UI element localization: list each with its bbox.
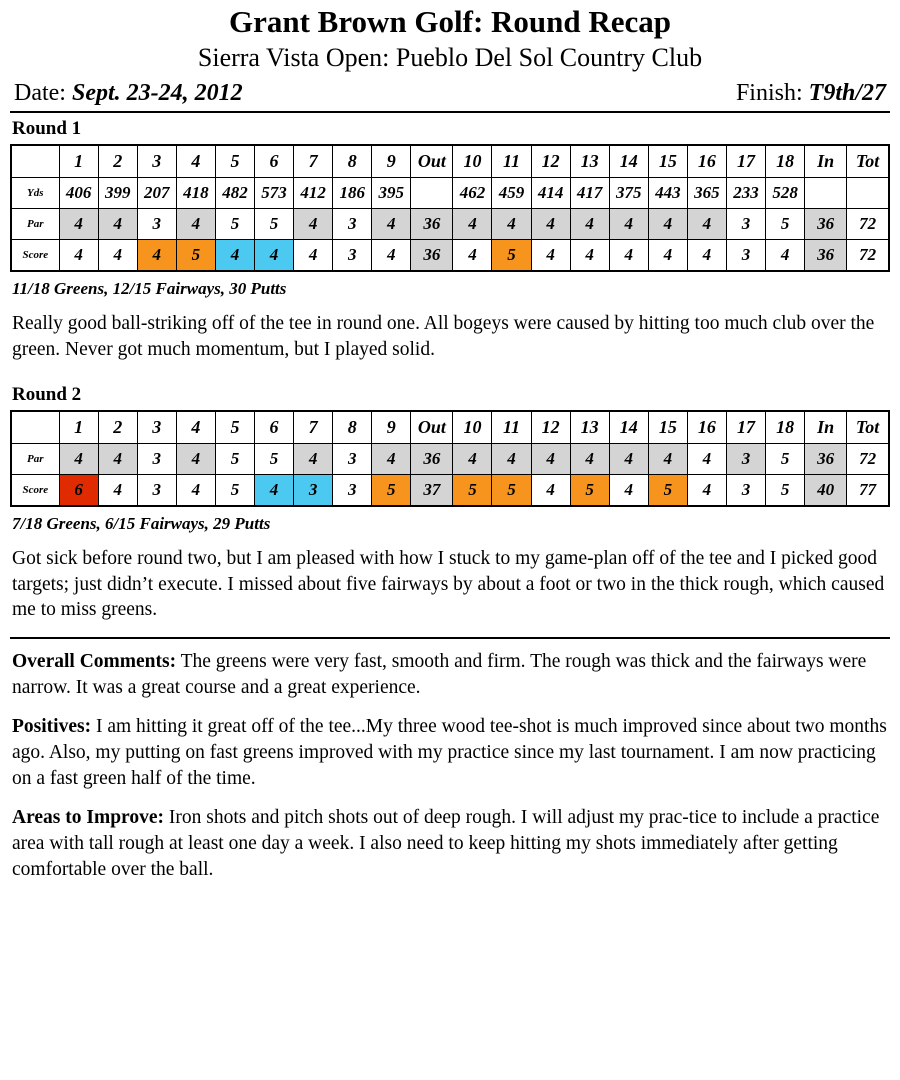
yds-cell: 417 xyxy=(570,178,609,209)
comment-heading: Areas to Improve: xyxy=(12,806,165,828)
score-cell: 4 xyxy=(255,474,294,506)
par-cell: 4 xyxy=(453,443,492,474)
par-cell: 72 xyxy=(847,209,889,240)
par-cell: 4 xyxy=(98,443,137,474)
par-cell: 4 xyxy=(648,443,687,474)
score-cell: 4 xyxy=(687,240,726,272)
par-cell: 4 xyxy=(531,443,570,474)
row-label-score: Score xyxy=(11,240,59,272)
hole-number-header: 8 xyxy=(333,145,372,178)
score-cell: 4 xyxy=(294,240,333,272)
scorecard-row-par xyxy=(11,443,889,474)
score-cell: 37 xyxy=(411,474,453,506)
row-label-par: Par xyxy=(11,209,59,240)
hole-number-header: 18 xyxy=(766,145,805,178)
yds-cell: 482 xyxy=(215,178,254,209)
scorecard-header-row xyxy=(11,411,889,444)
header-divider xyxy=(10,111,890,113)
par-cell: 4 xyxy=(609,443,648,474)
yds-cell xyxy=(805,178,847,209)
hole-number-header: 7 xyxy=(294,411,333,444)
hole-number-header: 16 xyxy=(687,145,726,178)
comment-text: The greens were very fast, smooth and firm. The rough was thick and the fairways were narrow. It was a great course and a great experience. xyxy=(12,651,867,699)
yds-cell: 462 xyxy=(453,178,492,209)
hole-number-header: 16 xyxy=(687,411,726,444)
hole-number-header: 2 xyxy=(98,411,137,444)
par-cell: 4 xyxy=(648,209,687,240)
score-cell: 4 xyxy=(255,240,294,272)
hole-number-header: 8 xyxy=(333,411,372,444)
date-label: Date: xyxy=(14,80,66,107)
yds-cell xyxy=(411,178,453,209)
score-cell: 5 xyxy=(492,474,531,506)
score-cell: 4 xyxy=(766,240,805,272)
score-cell: 3 xyxy=(726,474,765,506)
score-cell: 77 xyxy=(847,474,889,506)
hole-number-header: 11 xyxy=(492,411,531,444)
score-cell: 3 xyxy=(726,240,765,272)
hole-number-header: 14 xyxy=(609,145,648,178)
scorecard-corner-cell xyxy=(11,411,59,444)
par-cell: 5 xyxy=(215,209,254,240)
comments-section xyxy=(10,649,890,882)
yds-cell: 365 xyxy=(687,178,726,209)
score-cell: 72 xyxy=(847,240,889,272)
hole-number-header: 17 xyxy=(726,411,765,444)
hole-number-header: Out xyxy=(411,145,453,178)
yds-cell: 207 xyxy=(137,178,176,209)
par-cell: 4 xyxy=(609,209,648,240)
score-cell: 4 xyxy=(648,240,687,272)
hole-number-header: 2 xyxy=(98,145,137,178)
par-cell: 4 xyxy=(531,209,570,240)
meta-row xyxy=(10,80,890,107)
par-cell: 5 xyxy=(215,443,254,474)
row-label-score: Score xyxy=(11,474,59,506)
comment-heading: Overall Comments: xyxy=(12,651,177,673)
date-value: Sept. 23-24, 2012 xyxy=(71,80,243,107)
yds-cell: 443 xyxy=(648,178,687,209)
par-cell: 5 xyxy=(255,209,294,240)
yds-cell: 375 xyxy=(609,178,648,209)
par-cell: 72 xyxy=(847,443,889,474)
par-cell: 3 xyxy=(726,443,765,474)
comment-text: I am hitting it great off of the tee...My three wood tee-shot is much improved since about two months ago. Also, my putting on fast greens improved with my practice since my last tournament. I am now practicing on a fast green half of the time. xyxy=(12,715,887,789)
par-cell: 36 xyxy=(805,443,847,474)
comment-text: Iron shots and pitch shots out of deep rough. I will adjust my prac-tice to include a practice area with tall rough at least one day a week. I also need to keep hitting my shots immediately after getting comfortable over the ball. xyxy=(12,806,880,880)
round1-comment: Really good ball-striking off of the tee in round one. All bogeys were caused by hitting too much club over the green. Never got much momentum, but I played solid. xyxy=(12,313,875,361)
hole-number-header: 18 xyxy=(766,411,805,444)
yds-cell: 528 xyxy=(766,178,805,209)
round1-stats: 11/18 Greens, 12/15 Fairways, 30 Putts xyxy=(12,279,287,299)
score-cell: 4 xyxy=(687,474,726,506)
par-cell: 4 xyxy=(687,209,726,240)
hole-number-header: 6 xyxy=(255,411,294,444)
hole-number-header: In xyxy=(805,411,847,444)
hole-number-header: 7 xyxy=(294,145,333,178)
yds-cell xyxy=(847,178,889,209)
hole-number-header: 6 xyxy=(255,145,294,178)
score-cell: 4 xyxy=(137,240,176,272)
par-cell: 5 xyxy=(766,209,805,240)
par-cell: 3 xyxy=(333,443,372,474)
row-label-yds: Yds xyxy=(11,178,59,209)
hole-number-header: 14 xyxy=(609,411,648,444)
score-cell: 5 xyxy=(453,474,492,506)
score-cell: 5 xyxy=(492,240,531,272)
round2-stats: 7/18 Greens, 6/15 Fairways, 29 Putts xyxy=(12,513,271,533)
par-cell: 4 xyxy=(687,443,726,474)
score-cell: 40 xyxy=(805,474,847,506)
yds-cell: 418 xyxy=(176,178,215,209)
par-cell: 36 xyxy=(805,209,847,240)
scorecard-row-yds xyxy=(11,178,889,209)
row-label-par: Par xyxy=(11,443,59,474)
hole-number-header: 12 xyxy=(531,145,570,178)
hole-number-header: 1 xyxy=(59,145,98,178)
scorecard-row-score xyxy=(11,474,889,506)
score-cell: 4 xyxy=(98,474,137,506)
finish-block xyxy=(736,80,886,107)
par-cell: 4 xyxy=(294,209,333,240)
scorecard-row-par xyxy=(11,209,889,240)
round2-scorecard xyxy=(10,410,890,507)
hole-number-header: 15 xyxy=(648,411,687,444)
par-cell: 4 xyxy=(492,443,531,474)
page-title: Grant Brown Golf: Round Recap xyxy=(228,4,672,39)
par-cell: 4 xyxy=(492,209,531,240)
scorecard-row-score xyxy=(11,240,889,272)
yds-cell: 573 xyxy=(255,178,294,209)
hole-number-header: 4 xyxy=(176,145,215,178)
finish-value: T9th/27 xyxy=(808,80,886,107)
score-cell: 5 xyxy=(176,240,215,272)
score-cell: 4 xyxy=(176,474,215,506)
par-cell: 4 xyxy=(372,209,411,240)
par-cell: 4 xyxy=(176,209,215,240)
hole-number-header: 15 xyxy=(648,145,687,178)
hole-number-header: 3 xyxy=(137,411,176,444)
score-cell: 4 xyxy=(372,240,411,272)
yds-cell: 233 xyxy=(726,178,765,209)
par-cell: 4 xyxy=(570,209,609,240)
yds-cell: 414 xyxy=(531,178,570,209)
hole-number-header: 1 xyxy=(59,411,98,444)
comment-heading: Positives: xyxy=(12,715,92,737)
yds-cell: 186 xyxy=(333,178,372,209)
hole-number-header: 3 xyxy=(137,145,176,178)
score-cell: 6 xyxy=(59,474,98,506)
comments-divider xyxy=(10,637,890,639)
par-cell: 5 xyxy=(766,443,805,474)
par-cell: 3 xyxy=(333,209,372,240)
score-cell: 3 xyxy=(333,474,372,506)
par-cell: 4 xyxy=(176,443,215,474)
par-cell: 4 xyxy=(570,443,609,474)
round1-scorecard xyxy=(10,144,890,272)
hole-number-header: Out xyxy=(411,411,453,444)
yds-cell: 406 xyxy=(59,178,98,209)
par-cell: 4 xyxy=(98,209,137,240)
score-cell: 3 xyxy=(333,240,372,272)
par-cell: 3 xyxy=(137,209,176,240)
round1-label: Round 1 xyxy=(12,118,82,140)
hole-number-header: 13 xyxy=(570,411,609,444)
score-cell: 36 xyxy=(411,240,453,272)
comment-block xyxy=(12,805,888,883)
par-cell: 5 xyxy=(255,443,294,474)
hole-number-header: 5 xyxy=(215,145,254,178)
score-cell: 5 xyxy=(648,474,687,506)
score-cell: 5 xyxy=(766,474,805,506)
score-cell: 4 xyxy=(59,240,98,272)
hole-number-header: 10 xyxy=(453,145,492,178)
score-cell: 5 xyxy=(372,474,411,506)
par-cell: 36 xyxy=(411,209,453,240)
page-subtitle: Sierra Vista Open: Pueblo Del Sol Country Club xyxy=(197,42,703,72)
par-cell: 4 xyxy=(294,443,333,474)
hole-number-header: 4 xyxy=(176,411,215,444)
yds-cell: 459 xyxy=(492,178,531,209)
hole-number-header: Tot xyxy=(847,145,889,178)
round2-label: Round 2 xyxy=(12,383,82,405)
hole-number-header: 13 xyxy=(570,145,609,178)
hole-number-header: 10 xyxy=(453,411,492,444)
score-cell: 4 xyxy=(531,474,570,506)
scorecard-corner-cell xyxy=(11,145,59,178)
hole-number-header: 9 xyxy=(372,145,411,178)
scorecard-header-row xyxy=(11,145,889,178)
comment-block xyxy=(12,714,888,792)
yds-cell: 412 xyxy=(294,178,333,209)
score-cell: 4 xyxy=(570,240,609,272)
score-cell: 5 xyxy=(215,474,254,506)
hole-number-header: 11 xyxy=(492,145,531,178)
score-cell: 4 xyxy=(215,240,254,272)
date-block xyxy=(14,80,243,107)
score-cell: 4 xyxy=(531,240,570,272)
score-cell: 4 xyxy=(609,240,648,272)
hole-number-header: 9 xyxy=(372,411,411,444)
par-cell: 36 xyxy=(411,443,453,474)
score-cell: 4 xyxy=(98,240,137,272)
hole-number-header: 17 xyxy=(726,145,765,178)
hole-number-header: 5 xyxy=(215,411,254,444)
hole-number-header: 12 xyxy=(531,411,570,444)
par-cell: 4 xyxy=(59,443,98,474)
score-cell: 3 xyxy=(294,474,333,506)
finish-label: Finish: xyxy=(735,80,803,107)
score-cell: 36 xyxy=(805,240,847,272)
yds-cell: 395 xyxy=(372,178,411,209)
par-cell: 4 xyxy=(453,209,492,240)
score-cell: 4 xyxy=(453,240,492,272)
par-cell: 4 xyxy=(59,209,98,240)
par-cell: 4 xyxy=(372,443,411,474)
par-cell: 3 xyxy=(137,443,176,474)
round2-comment: Got sick before round two, but I am pleased with how I stuck to my game-plan off of the tee and I picked good targets; just didn’t execute. I missed about five fairways by about a foot or two in the thick rough, which caused me to miss greens. xyxy=(12,547,885,621)
score-cell: 3 xyxy=(137,474,176,506)
par-cell: 3 xyxy=(726,209,765,240)
comment-block xyxy=(12,649,888,701)
score-cell: 5 xyxy=(570,474,609,506)
hole-number-header: In xyxy=(805,145,847,178)
yds-cell: 399 xyxy=(98,178,137,209)
hole-number-header: Tot xyxy=(847,411,889,444)
score-cell: 4 xyxy=(609,474,648,506)
